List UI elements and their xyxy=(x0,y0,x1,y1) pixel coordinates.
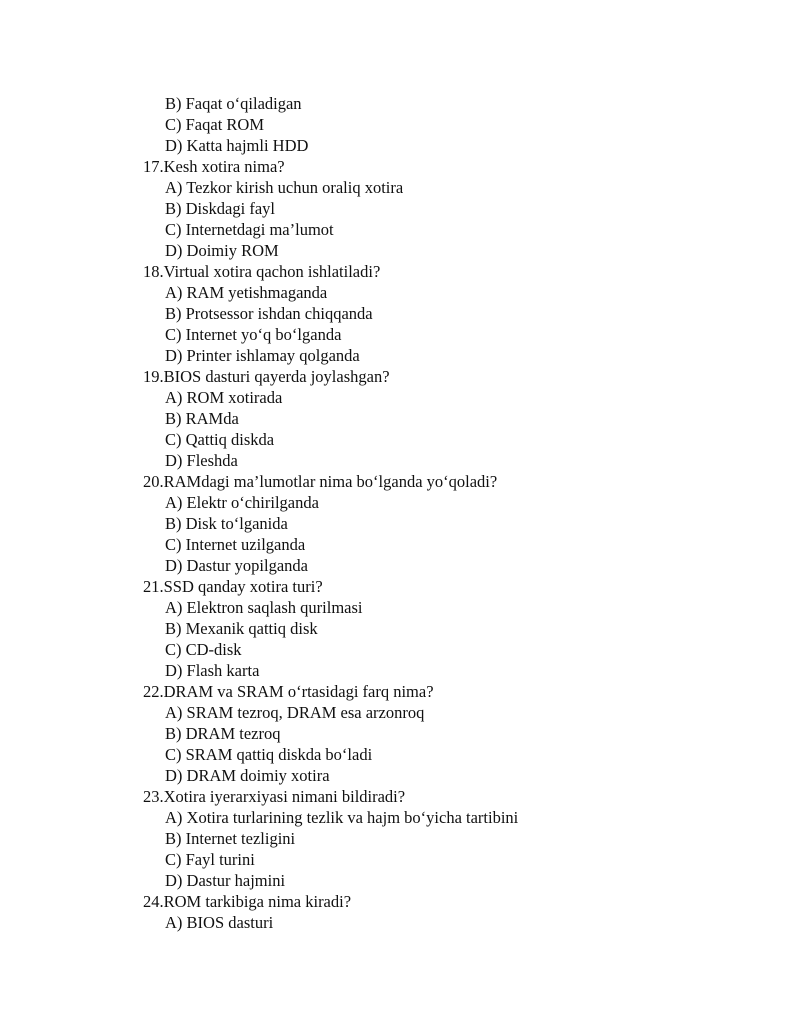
option: D) Katta hajmli HDD xyxy=(165,136,309,155)
option-d: D) Dastur hajmini xyxy=(165,871,286,890)
option-b: B) Mexanik qattiq disk xyxy=(165,619,318,638)
option-a: A) ROM xotirada xyxy=(165,388,283,407)
option-a: A) BIOS dasturi xyxy=(165,913,274,932)
option-b: B) RAMda xyxy=(165,409,239,428)
option-c: C) CD-disk xyxy=(165,640,242,659)
option-b: B) Internet tezligini xyxy=(165,829,296,848)
question-text: 18.Virtual xotira qachon ishlatiladi? xyxy=(143,262,381,281)
option-d: D) Dastur yopilganda xyxy=(165,556,308,575)
option-c: C) Internet uzilganda xyxy=(165,535,306,554)
option-b: B) Disk to‘lganida xyxy=(165,514,288,533)
question-text: 22.DRAM va SRAM o‘rtasidagi farq nima? xyxy=(143,682,434,701)
question-text: 17.Kesh xotira nima? xyxy=(143,157,285,176)
question-23 xyxy=(0,786,800,891)
option-b: B) Diskdagi fayl xyxy=(165,199,275,218)
option-a: A) Elektron saqlash qurilmasi xyxy=(165,598,363,617)
option-d: D) Doimiy ROM xyxy=(165,241,279,260)
question-21 xyxy=(0,576,800,681)
question-19 xyxy=(0,366,800,471)
option-a: A) RAM yetishmaganda xyxy=(165,283,328,302)
question-text: 23.Xotira iyerarxiyasi nimani bildiradi? xyxy=(143,787,406,806)
option-a: A) Xotira turlarining tezlik va hajm bo‘yicha tartibini xyxy=(165,808,519,827)
question-20 xyxy=(0,471,800,576)
document-page xyxy=(0,93,800,933)
question-17 xyxy=(0,156,800,261)
option-b: B) Protsessor ishdan chiqqanda xyxy=(165,304,373,323)
option-a: A) SRAM tezroq, DRAM esa arzonroq xyxy=(165,703,425,722)
question-text: 20.RAMdagi ma’lumotlar nima bo‘lganda yo‘qoladi? xyxy=(143,472,498,491)
option-c: C) Internetdagi ma’lumot xyxy=(165,220,334,239)
question-18 xyxy=(0,261,800,366)
option-d: D) Fleshda xyxy=(165,451,238,470)
option: C) Faqat ROM xyxy=(165,115,264,134)
question-text: 21.SSD qanday xotira turi? xyxy=(143,577,323,596)
option: B) Faqat o‘qiladigan xyxy=(165,94,302,113)
option-b: B) DRAM tezroq xyxy=(165,724,281,743)
option-a: A) Elektr o‘chirilganda xyxy=(165,493,319,512)
option-c: C) SRAM qattiq diskda bo‘ladi xyxy=(165,745,373,764)
option-a: A) Tezkor kirish uchun oraliq xotira xyxy=(165,178,404,197)
question-text: 24.ROM tarkibiga nima kiradi? xyxy=(143,892,352,911)
option-d: D) Printer ishlamay qolganda xyxy=(165,346,360,365)
option-d: D) DRAM doimiy xotira xyxy=(165,766,330,785)
option-c: C) Qattiq diskda xyxy=(165,430,275,449)
question-text: 19.BIOS dasturi qayerda joylashgan? xyxy=(143,367,390,386)
option-c: C) Internet yo‘q bo‘lganda xyxy=(165,325,342,344)
option-c: C) Fayl turini xyxy=(165,850,255,869)
option-d: D) Flash karta xyxy=(165,661,260,680)
question-22 xyxy=(0,681,800,786)
question-24 xyxy=(0,891,800,933)
